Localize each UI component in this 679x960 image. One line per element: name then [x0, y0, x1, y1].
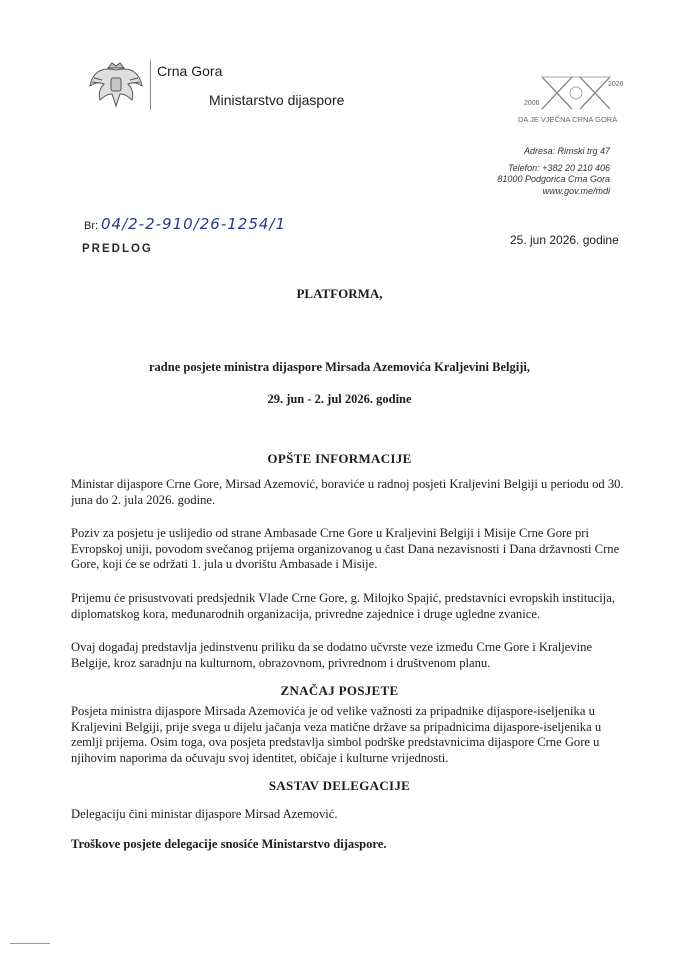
general-paragraph-1: Ministar dijaspore Crne Gore, Mirsad Azemović, boraviće u radnoj posjeti Kraljevini Belgiji u periodu od 30. juna do 2. jula 2026. godine.	[71, 477, 624, 507]
document-date: 25. jun 2026. godine	[510, 233, 619, 247]
logo-year-left: 2006	[524, 100, 540, 107]
general-paragraph-3: Prijemu će prisustvovati predsjednik Vlade Crne Gore, g. Milojko Spajić, predstavnici evropskih institucija, diplomatskog kora, međunarodnih organizacija, privredne zajednice i druge ugledne zvanice.	[71, 591, 615, 621]
logo-tagline: DA JE VJEČNA CRNA GORA	[518, 115, 618, 124]
document-title: PLATFORMA,	[296, 286, 383, 301]
address-phone: Telefon: +382 20 210 406	[507, 162, 610, 173]
delegation-paragraph: Delegaciju čini ministar dijaspore Mirsad Azemović.	[71, 807, 338, 821]
general-paragraph-2: Poziv za posjetu je uslijedio od strane Ambasade Crne Gore u Kraljevini Belgiji i Misije Crne Gore pri Evropskoj uniji, povodom svečanog prijema organizovanog u čast Dana nezavisnosti i Dana državnosti Crne Gore, koji će se održati 1. jula u dvorištu Ambasade i Misije.	[71, 526, 620, 572]
address-street: Adresa: Rimski trg 47	[523, 146, 610, 156]
address-block	[497, 146, 610, 197]
reference-label: Br:	[84, 220, 99, 232]
heading-significance: ZNAČAJ POSJETE	[280, 683, 399, 698]
logo-year-right: 2026	[608, 81, 624, 88]
costs-paragraph: Troškove posjete delegacije snosiće Ministarstvo dijaspore.	[71, 837, 387, 851]
xx-logo-icon	[530, 73, 626, 113]
general-paragraph-4: Ovaj događaj predstavlja jedinstvenu priliku da se dodatno učvrste veze između Crne Gore i Kraljevine Belgije, kroz saradnju na kulturnom, obrazovnom, privrednom i društvenom planu.	[71, 640, 593, 670]
document-subtitle: radne posjete ministra dijaspore Mirsada Azemovića Kraljevini Belgiji,	[149, 360, 530, 374]
header-divider	[150, 60, 151, 110]
visit-dates: 29. jun - 2. jul 2026. godine	[267, 392, 412, 406]
address-city: 81000 Podgorica Crna Gora	[497, 174, 610, 184]
footer-line	[10, 943, 50, 944]
header-country: Crna Gora	[157, 63, 223, 79]
heading-general: OPŠTE INFORMACIJE	[267, 451, 412, 466]
reference-number: 04/2-2-910/26-1254/1	[101, 215, 287, 233]
coat-of-arms-icon	[86, 60, 146, 110]
predlog-stamp: PREDLOG	[82, 243, 153, 255]
address-web: www.gov.me/mdi	[542, 185, 610, 196]
significance-paragraph: Posjeta ministra dijaspore Mirsada Azemovića je od velike važnosti za pripadnike dijaspore-iseljenika u Kraljevini Belgiji, prije svega u dijelu jačanja veza matične države sa pripadnicima dijaspore-iseljenika u zemlji prijema. Osim toga, ova posjeta predstavlja simbol podrške predstavnicima dijaspore Crne Gore u njihovim naporima da očuvaju svoj identitet, običaje i kulturne vrijednosti.	[71, 704, 602, 765]
anniversary-logo	[518, 73, 626, 129]
header-ministry: Ministarstvo dijaspore	[209, 92, 345, 108]
heading-delegation: SASTAV DELEGACIJE	[268, 778, 411, 793]
